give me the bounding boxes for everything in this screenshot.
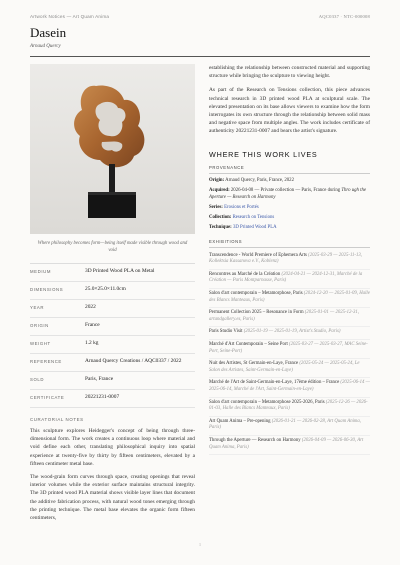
curatorial-notes-heading: CURATORIAL NOTES	[30, 417, 84, 422]
artwork-photo	[30, 64, 195, 234]
provenance-technique	[209, 224, 370, 231]
exhibitions-list	[209, 251, 370, 455]
exhibition-item	[209, 327, 370, 340]
exhibition-venue: (2025-01-01 — 2025-12-31, artandgallery.es, Paris)	[209, 310, 360, 322]
spec-row	[30, 336, 195, 354]
exhibition-item	[209, 436, 370, 455]
header-reference: AQC0337 · NTC-000008	[318, 14, 370, 19]
exhibitions-heading: EXHIBITIONS	[209, 239, 370, 248]
provenance-heading: PROVENANCE	[209, 165, 370, 174]
exhibition-venue: (2026-01-21 — 2026-02-28, Art Quam Anima, Paris)	[209, 418, 361, 431]
exhibition-item	[209, 378, 370, 397]
curatorial-continuation: establishing the relationship between constructed material and supporting structure while bringing the sculpture to viewing height.	[209, 65, 370, 80]
artwork-title: Dasein	[30, 25, 67, 40]
exhibition-venue: (2026-04-09 — 2026-06-30, Art Quam Anima, Paris)	[209, 437, 364, 450]
header-divider	[30, 56, 370, 57]
technique-link[interactable]: 3D Printed Wood PLA	[232, 224, 277, 230]
spec-row	[30, 390, 195, 408]
spec-row	[30, 372, 195, 390]
spec-value: 2022	[85, 304, 96, 310]
exhibition-item	[209, 340, 370, 359]
exhibition-title: Through the Aperture — Research on Harmony	[209, 437, 301, 443]
right-column	[209, 64, 370, 522]
spec-row	[30, 282, 195, 300]
exhibition-venue: (2025-03-29 — 2025-11-13, Kollektsia Kassanova e.V., Koblenz)	[209, 252, 362, 265]
exhibition-item	[209, 359, 370, 378]
provenance-acquired	[209, 187, 370, 201]
exhibition-venue: (2024-12-20 — 2025-01-09, Halle des Blancs Manteaux, Paris)	[209, 291, 370, 303]
spec-value: 3D Printed Wood PLA on Metal	[85, 268, 155, 274]
header-left: Artwork Notices — Art Quam Anima	[30, 14, 110, 19]
series-label: Series:	[209, 204, 223, 210]
origin-value: Arnaud Quercy, Paris, France, 2022	[225, 177, 294, 183]
exhibition-venue: (2025-03-27 — 2025-03-27, MAC Seine-Port, Seine-Port)	[209, 341, 368, 354]
photo-caption: Where philosophy becomes form—being itself made visible through wood and void	[37, 241, 188, 253]
exhibition-title: Marché d'Art Contemporain – Seine Port	[209, 341, 288, 347]
spec-label: REFERENCE	[30, 359, 62, 364]
top-bar	[30, 14, 370, 19]
spec-row	[30, 264, 195, 282]
exhibition-title: Salon d'art contemporain – Metamorphose, Paris	[209, 291, 303, 296]
spec-row	[30, 354, 195, 372]
page-number: 1	[199, 542, 201, 547]
exhibition-title: Transcendence - World Premiere of Ephemera Arts	[209, 252, 307, 258]
exhibition-title: Salon d'art contemporain – Metamorphose 2025-2026, Paris	[209, 399, 325, 405]
spec-row	[30, 300, 195, 318]
exhibition-venue: (2025-05-24 — 2025-05-24, Le Salon des Artistes, Saint-Germain-en-Laye)	[209, 361, 360, 373]
exhibition-item	[209, 251, 370, 270]
acquired-label: Acquired:	[209, 187, 230, 193]
exhibition-title: Nuit des Artistes, St Germain-en-Laye, France	[209, 361, 299, 367]
spec-value: France	[85, 322, 100, 328]
spec-label: ORIGIN	[30, 323, 49, 328]
acquired-exhibition: Thro ugh the Aperture — Research on Harmony	[209, 187, 366, 200]
exhibition-title: Art Quam Anima – Pre-opening	[209, 418, 271, 424]
exhibition-venue: (2025-06-14 — 2025-06-14, Marché de l'Art, Saint-Germain-en-Laye)	[209, 380, 370, 392]
provenance-series	[209, 204, 370, 211]
spec-label: CERTIFICATE	[30, 395, 65, 400]
exhibition-item	[209, 289, 370, 308]
collection-paragraph: As part of the Research on Tensions collection, this piece advances technical research in 3D printed wood PLA at sculptural scale. The elevated presentation on its base allows viewers to examine how the form interrogates its own structure through the relationship between solid mass and negative space from multiple angles. The work includes certificate of authenticity 20221231-0007 and bears the artist's signature.	[209, 87, 370, 135]
left-column	[30, 64, 195, 522]
curatorial-paragraph: The wood-grain form curves through space, creating openings that reveal interior volumes while the exterior surface maintains structural integrity. The 3D printed wood PLA material shows visible layer lines that document the additive fabrication process, with natural wood tones emerging through the printing technique. The metal base elevates the organic form fifteen centimeters,	[30, 474, 195, 522]
acquired-value: 2026-04-08 — Private collection — Paris, France during	[230, 187, 341, 193]
exhibition-title: Permanent Collection 2025 – Resonance in Form	[209, 310, 304, 316]
exhibition-title: Rencontres au Marché de la Création	[209, 271, 281, 277]
origin-label: Origin:	[209, 177, 225, 183]
exhibition-venue: (2025-12-26 — 2026-01-03, Halle des Blancs Manteaux, Paris)	[209, 399, 368, 412]
spec-value: Arnaud Quercy Creations / AQC0337 / 2022	[85, 358, 182, 364]
exhibition-venue: (2024-04-21 — 2024-12-31, Marché de la Création — Paris Montparnasse, Paris)	[209, 271, 363, 284]
exhibition-item	[209, 398, 370, 417]
exhibition-item	[209, 270, 370, 289]
spec-table	[30, 263, 195, 408]
where-work-lives-heading: WHERE THIS WORK LIVES	[209, 149, 318, 159]
provenance-origin	[209, 177, 370, 184]
artist-name: Arnaud Quercy	[30, 44, 61, 49]
spec-label: YEAR	[30, 305, 45, 310]
sculpture-image	[30, 64, 195, 234]
curatorial-paragraph: This sculpture explores Heidegger's concept of being through three-dimensional form. The work creates a continuous loop where material and void define each other, translating philosophical inquiry into spatial experience at twenty-five by thirty by fifteen centimeters, elevated by a fifteen centimeter metal base.	[30, 428, 195, 467]
spec-label: DIMENSIONS	[30, 287, 64, 292]
collection-link[interactable]: Research on Tensions	[232, 214, 275, 220]
exhibition-item	[209, 308, 370, 327]
spec-label: WEIGHT	[30, 341, 51, 346]
spec-value: Paris, France	[85, 376, 114, 382]
exhibition-venue: (2025-01-19 — 2025-01-19, Artist's Studio, Paris)	[243, 329, 341, 335]
technique-label: Technique:	[209, 224, 232, 230]
spec-value: 25.0×25.0×11.0cm	[85, 286, 126, 292]
series-link[interactable]: Erosions et Portés	[224, 204, 259, 210]
spec-label: SOLD	[30, 377, 45, 382]
exhibition-item	[209, 417, 370, 436]
spec-row	[30, 318, 195, 336]
spec-value: 1.2 kg	[85, 340, 99, 346]
spec-label: MEDIUM	[30, 269, 52, 274]
spec-value: 20221231-0007	[85, 394, 120, 400]
exhibition-title: Paris Studio Visit	[209, 329, 243, 335]
exhibition-title: Marché de l'Art de Saint-Germain-en-Laye, 17ème édition – France	[209, 380, 340, 386]
provenance-collection	[209, 214, 370, 221]
collection-label: Collection:	[209, 214, 232, 220]
